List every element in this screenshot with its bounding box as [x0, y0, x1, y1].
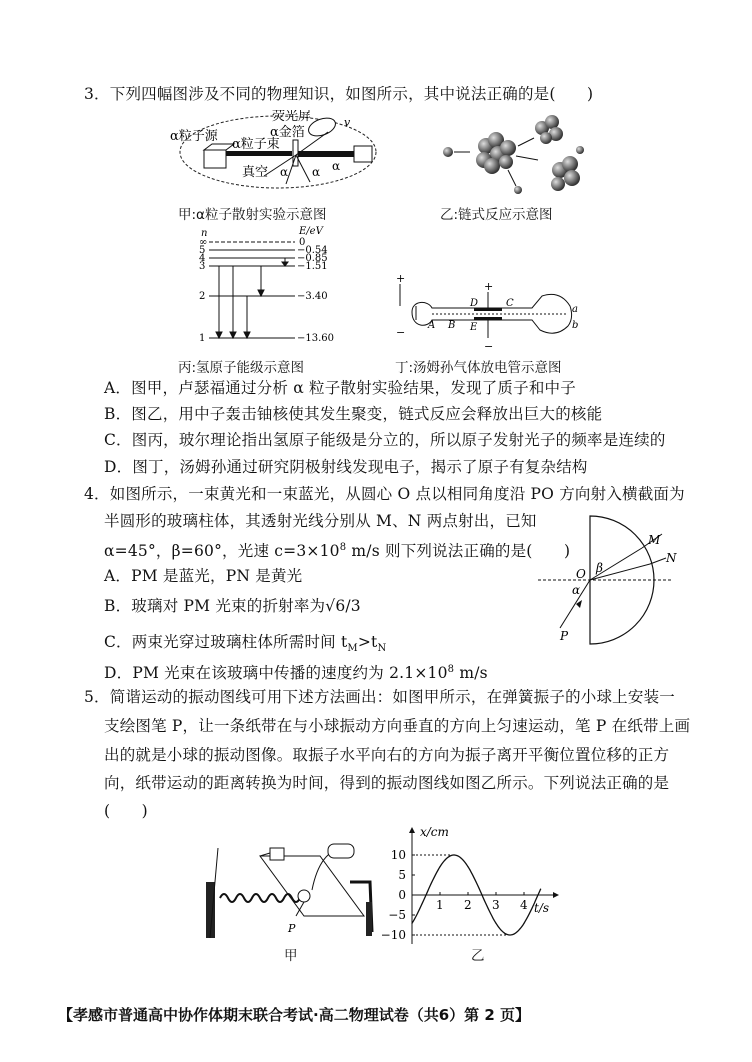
svg-text:α: α [312, 165, 321, 179]
label-screen: 荧光屏 [272, 110, 312, 124]
q4-line3: α=45°，β=60°，光速 $c=3\times 10^8$ m/s 则下列说法正确的是( ) [104, 542, 571, 561]
svg-text:−13.60: −13.60 [297, 333, 335, 344]
y-tick-label: 0 [398, 888, 406, 902]
svg-text:−3.40: −3.40 [297, 291, 328, 302]
label-alpha-beam: α粒子束 [232, 137, 280, 152]
caption-bing: 丙:氢原子能级示意图 [178, 360, 305, 376]
figure-semicircle-glass [538, 512, 678, 648]
svg-text:+: + [484, 280, 494, 293]
q4-option-d: D．PM 光束在该玻璃中传播的速度约为 $2.1\times 10^8$ m/s [104, 664, 488, 683]
y-tick-label: −10 [380, 928, 406, 942]
svg-text:α: α [572, 583, 581, 597]
svg-text:1: 1 [199, 333, 206, 344]
caption-ding: 丁:汤姆孙气体放电管示意图 [395, 360, 562, 376]
svg-text:5: 5 [199, 245, 206, 256]
svg-text:P: P [288, 922, 296, 935]
svg-text:4: 4 [199, 253, 206, 264]
y-tick-label: −5 [388, 908, 406, 922]
svg-text:N: N [666, 551, 677, 565]
svg-text:E: E [470, 322, 478, 333]
svg-text:B: B [448, 320, 456, 331]
caption-yi-5: 乙 [471, 948, 485, 964]
svg-text:a: a [572, 304, 578, 315]
q5-line2: 支绘图笔 P，让一条纸带在与小球振动方向垂直的方向上匀速运动，笔 P 在纸带上画 [104, 717, 691, 735]
svg-text:α: α [332, 159, 341, 173]
svg-text:−0.54: −0.54 [297, 245, 328, 256]
svg-text:+: + [396, 272, 406, 285]
q4-line2: 半圆形的玻璃柱体，其透射光线分别从 M、N 两点射出，已知 [104, 512, 537, 530]
svg-text:A: A [428, 320, 436, 331]
figure-energy-levels [195, 224, 375, 348]
svg-text:3: 3 [199, 261, 206, 272]
svg-text:−0.85: −0.85 [297, 253, 328, 264]
svg-text:b: b [572, 320, 579, 331]
q3-option-a: A．图甲，卢瑟福通过分析 α 粒子散射实验结果，发现了质子和中子 [104, 379, 576, 397]
y-tick-label: 5 [398, 868, 406, 882]
caption-jia: 甲:α粒子散射实验示意图 [178, 207, 327, 223]
svg-text:C: C [506, 298, 514, 309]
svg-text:E/eV: E/eV [299, 226, 323, 237]
svg-text:n: n [201, 228, 208, 239]
label-vacuum: 真空 [242, 165, 269, 180]
svg-text:D: D [470, 298, 479, 309]
figure-discharge-tube [392, 272, 588, 352]
svg-text:M: M [648, 533, 661, 547]
q5-line3: 出的就是小球的振动图像。取振子水平向右的方向为振子离开平衡位置位移的正方 [104, 746, 670, 764]
svg-text:−: − [396, 326, 406, 339]
figure-chain-reaction [438, 108, 588, 200]
svg-text:0: 0 [299, 237, 306, 248]
svg-text:P: P [560, 629, 569, 643]
x-tick-label: 2 [464, 898, 472, 912]
q5-line5: ( ) [104, 802, 148, 820]
svg-text:β: β [596, 561, 603, 575]
q3-stem: 3．下列四幅图涉及不同的物理知识，如图所示，其中说法正确的是( ) [84, 85, 594, 103]
svg-text:v: v [344, 116, 351, 129]
svg-text:α: α [280, 165, 289, 179]
q4-option-b: B．玻璃对 PM 光束的折射率为√6/3 [104, 597, 361, 615]
caption-jia-5: 甲 [284, 948, 298, 964]
figure-spring-oscillator [200, 842, 380, 942]
svg-text:2: 2 [199, 291, 206, 302]
y-tick-label: 10 [390, 848, 406, 862]
label-gold-foil: α金箔 [270, 125, 305, 140]
caption-yi: 乙:链式反应示意图 [440, 207, 553, 223]
svg-text:∞: ∞ [199, 237, 208, 248]
x-tick-label: 4 [520, 898, 528, 912]
svg-text:O: O [576, 567, 586, 581]
svg-text:−1.51: −1.51 [297, 261, 328, 272]
q3-option-d: D．图丁，汤姆孙通过研究阴极射线发现电子，揭示了原子有复杂结构 [104, 458, 588, 476]
q4-line1: 4．如图所示，一束黄光和一束蓝光，从圆心 O 点以相同角度沿 PO 方向射入横截面为 [84, 485, 685, 503]
page-footer: 【孝感市普通高中协作体期末联合考试·高二物理试卷（共6）第 2 页】 [58, 1006, 531, 1024]
q5-line1: 5．简谐运动的振动图线可用下述方法画出：如图甲所示，在弹簧振子的小球上安装一 [84, 688, 675, 706]
q4-option-c: C．两束光穿过玻璃柱体所需时间 $t_M>t_N$ [104, 633, 387, 655]
x-tick-label: 1 [436, 898, 444, 912]
figure-alpha-scattering [168, 110, 378, 196]
q3-option-b: B．图乙，用中子轰击铀核使其发生聚变，链式反应会释放出巨大的核能 [104, 405, 603, 423]
chart-vibration [362, 822, 562, 952]
label-alpha-source: α粒子源 [170, 129, 218, 144]
x-tick-label: 3 [492, 898, 500, 912]
x-axis-label: t/s [534, 901, 550, 915]
svg-text:−: − [484, 340, 494, 352]
q4-option-a: A．PM 是蓝光，PN 是黄光 [104, 567, 303, 585]
q3-option-c: C．图丙，玻尔理论指出氢原子能级是分立的，所以原子发射光子的频率是连续的 [104, 431, 666, 449]
y-axis-label: x/cm [420, 825, 449, 839]
q5-line4: 向，纸带运动的距离转换为时间，得到的振动图线如图乙所示。下列说法正确的是 [104, 774, 670, 792]
